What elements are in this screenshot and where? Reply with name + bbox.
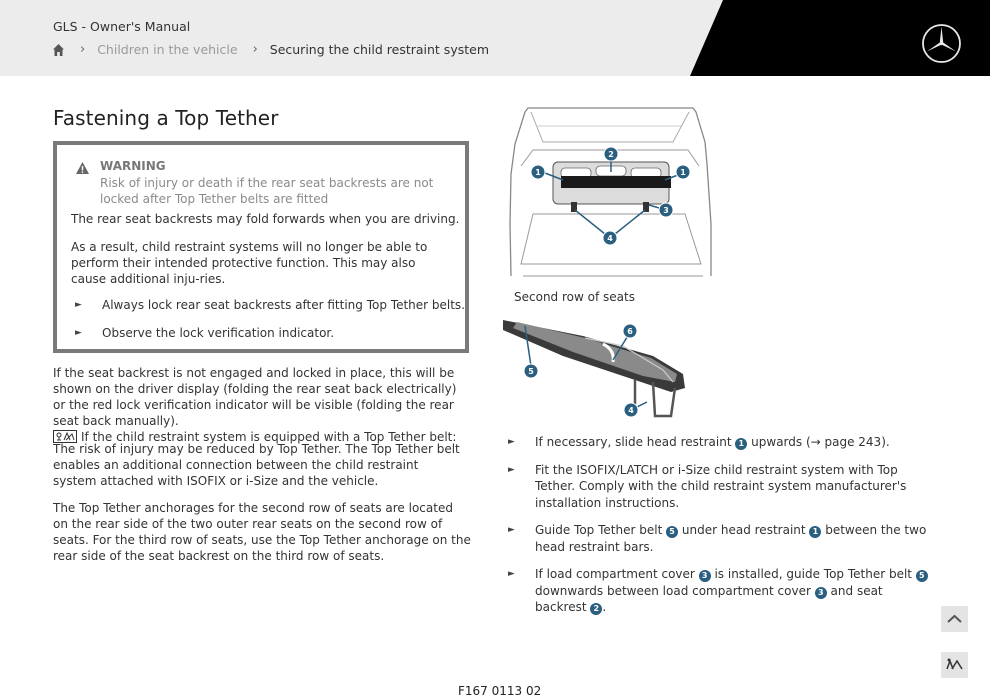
top-tether-symbol-icon (941, 652, 968, 678)
chevron-right-icon: › (252, 42, 258, 57)
callout-label: 5 (528, 367, 534, 376)
callout-label: 6 (627, 327, 633, 336)
callout-number: 3 (815, 587, 827, 599)
callout-label: 2 (608, 150, 614, 159)
bullet-triangle-icon: ► (508, 525, 515, 535)
body-paragraph: The Top Tether anchorages for the second row of seats are located on the rear side of the two outer rear seats on the second row of seats. For the third row of seats, use the Top Tether anchorage on the rear side of the seat backrest on the third row of seats. (53, 501, 471, 563)
body-paragraph: The risk of injury may be reduced by Top Tether. The Top Tether belt enables an additional connection between the child restraint system attached with ISOFIX or i-Size and the vehicle. (53, 442, 460, 488)
head-restraint-illustration (503, 316, 693, 424)
callout-number: 5 (916, 570, 928, 582)
page-title: Fastening a Top Tether (53, 106, 279, 130)
breadcrumb-children-in-vehicle[interactable]: Children in the vehicle (97, 42, 238, 57)
callout-number: 3 (699, 570, 711, 582)
bullet-triangle-icon: ► (75, 300, 82, 310)
instruction-steps (508, 434, 928, 627)
callout-label: 4 (607, 234, 613, 243)
callout-number: 1 (809, 526, 821, 538)
top-tether-button[interactable] (941, 652, 968, 678)
second-row-seats-illustration (503, 104, 715, 280)
breadcrumb (52, 42, 489, 57)
warning-triangle-icon (75, 161, 90, 175)
instruction-step: ► Fit the ISOFIX/LATCH or i-Size child restraint system with Top Tether. Comply with the child restraint system manufacturer's installation instructions. (508, 462, 907, 510)
page-header (0, 0, 990, 76)
warning-paragraph: The rear seat backrests may fold forwards when you are driving. (71, 212, 460, 226)
mercedes-star-logo[interactable] (921, 23, 962, 64)
warning-paragraph: As a result, child restraint systems will no longer be able to perform their intended protective function. This may also cause additional inju-ries. (71, 240, 428, 286)
warning-subheading: Risk of injury or death if the rear seat backrests are not locked after Top Tether belts are fitted (100, 176, 434, 206)
callout-label: 1 (680, 168, 686, 177)
body-paragraph: If the seat backrest is not engaged and locked in place, this will be shown on the driver display (folding the rear seat back electrically) or the red lock verification indicator will be visible (folding the rear seat back manually). If the child restraint system is equipped with a Top Tether belt: (53, 366, 457, 444)
figure-code: F167 0113 02 (458, 684, 542, 698)
instruction-step: ► Guide Top Tether belt 5 under head restraint 1 between the two head restraint bars. (508, 523, 927, 554)
instruction-step: ► If necessary, slide head restraint 1 upwards (→ page 243). (508, 435, 890, 449)
callout-number: 1 (735, 438, 747, 450)
manual-title: GLS - Owner's Manual (53, 19, 191, 34)
warning-heading: WARNING (100, 159, 166, 173)
bullet-triangle-icon: ► (508, 569, 515, 579)
bullet-triangle-icon: ► (508, 464, 515, 475)
instruction-step: ► If load compartment cover 3 is installed, guide Top Tether belt 5 downwards between load compartment cover 3 and seat backrest 2 . (508, 566, 928, 616)
callout-number: 2 (590, 603, 602, 615)
chevron-up-icon (941, 606, 968, 632)
figure-caption: Second row of seats (514, 290, 635, 304)
callout-number: 5 (666, 526, 678, 538)
breadcrumb-current: Securing the child restraint system (269, 42, 489, 57)
bullet-triangle-icon: ► (508, 437, 515, 447)
bullet-triangle-icon: ► (75, 328, 82, 338)
callout-label: 1 (535, 168, 541, 177)
home-icon[interactable] (52, 43, 65, 57)
scroll-to-top-button[interactable] (941, 606, 968, 632)
chevron-right-icon: › (80, 42, 86, 57)
warning-box: WARNING Risk of injury or death if the rear seat backrests are not locked after Top Tether belts are fitted The rear seat backrests may fold forwards when you are driving. As a result, child restraint systems will no longer be able to perform their intended protective function. This may also cause additional inju-ries. ► Always lock rear seat backrests after fitting Top Tether belts. ► Observe the lock verification indicator. (53, 141, 469, 353)
callout-label: 4 (628, 406, 634, 415)
callout-label: 3 (663, 206, 669, 215)
